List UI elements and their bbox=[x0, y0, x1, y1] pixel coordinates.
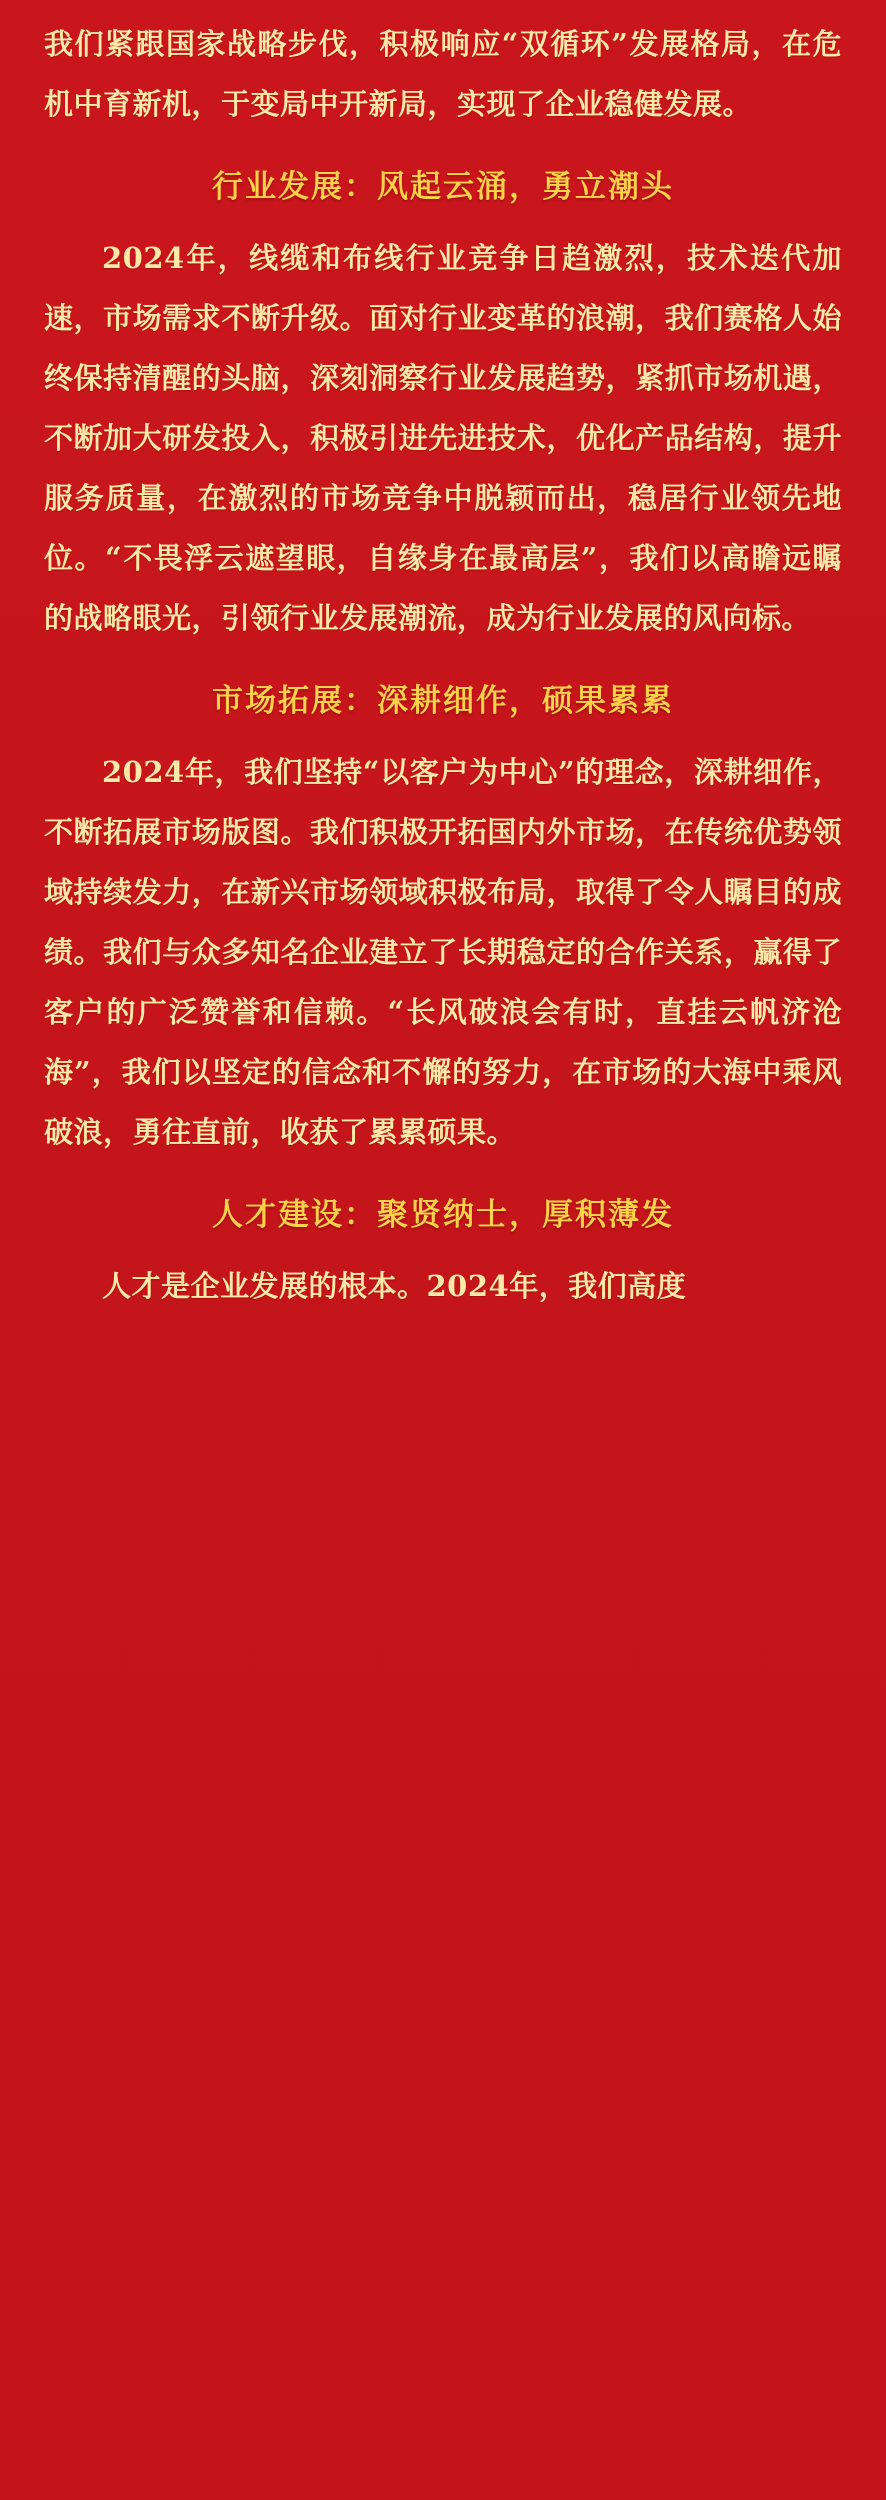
section-heading-industry: 行业发展：风起云涌，勇立潮头 bbox=[212, 169, 674, 205]
paragraph-talent-clipped-container bbox=[44, 1256, 842, 1302]
paragraph-industry: 2024年，线缆和布线行业竞争日趋激烈，技术迭代加速，市场需求不断升级。面对行业变革的浪潮，我们赛格人始终保持清醒的头脑，深刻洞察行业发展趋势，紧抓市场机遇，不断加大研发投入，积极引进先进技术，优化产品结构，提升服务质量，在激烈的市场竞争中脱颖而出，稳居行业领先地位。“不畏浮云遮望眼，自缘身在最高层”，我们以高瞻远瞩的战略眼光，引领行业发展潮流，成为行业发展的风向标。 bbox=[44, 241, 842, 635]
paragraph-talent: 人才是企业发展的根本。2024年，我们高度 bbox=[102, 1269, 687, 1302]
section-heading-market: 市场拓展：深耕细作，硕果累累 bbox=[212, 683, 674, 719]
section-heading-talent: 人才建设：聚贤纳士，厚积薄发 bbox=[212, 1197, 674, 1233]
paragraph-market: 2024年，我们坚持“以客户为中心”的理念，深耕细作，不断拓展市场版图。我们积极开拓国内外市场，在传统优势领域持续发力，在新兴市场领域积极布局，取得了令人瞩目的成绩。我们与众多知名企业建立了长期稳定的合作关系，赢得了客户的广泛赞誉和信赖。“长风破浪会有时，直挂云帆济沧海”，我们以坚定的信念和不懈的努力，在市场的大海中乘风破浪，勇往直前，收获了累累硕果。 bbox=[44, 755, 842, 1149]
paragraph-opening: 我们紧跟国家战略步伐，积极响应“双循环”发展格局，在危机中育新机，于变局中开新局，实现了企业稳健发展。 bbox=[44, 27, 842, 121]
article-body bbox=[44, 0, 842, 1302]
